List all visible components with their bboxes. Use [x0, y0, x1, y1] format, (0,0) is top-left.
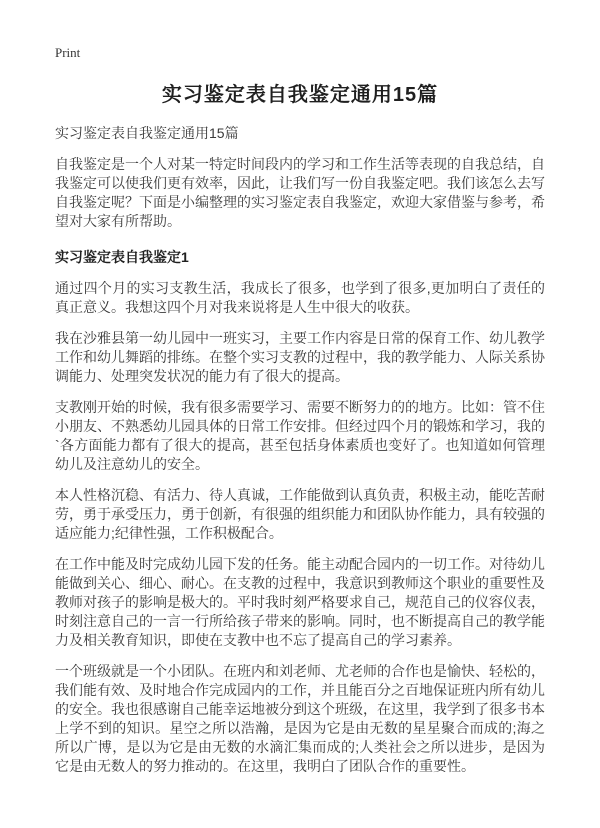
- paragraph-2: 我在沙雅县第一幼儿园中一班实习，主要工作内容是日常的保育工作、幼儿教学工作和幼儿舞蹈的排练。在整个实习支教的过程中，我的教学能力、人际关系协调能力、处理突发状况的能力有了很大的提高。: [55, 330, 545, 384]
- article-subtitle: 实习鉴定表自我鉴定通用15篇: [55, 125, 239, 141]
- paragraph-3: 支教刚开始的时候，我有很多需要学习、需要不断努力的的地方。比如：管不住小朋友、不熟悉幼儿园具体的日常工作安排。但经过四个月的锻炼和学习，我的`各方面能力都有了很大的提高，甚至包括身体素质也变好了。也知道如何管理幼儿及注意幼儿的安全。: [55, 399, 545, 472]
- paragraph-5: 在工作中能及时完成幼儿园下发的任务。能主动配合园内的一切工作。对待幼儿能做到关心、细心、耐心。在支教的过程中，我意识到教师这个职业的重要性及教师对孩子的影响是极大的。平时我时刻严格要求自己，规范自己的仪容仪表，时刻注意自己的一言一行所给孩子带来的影响。同时，也不断提高自己的教学能力及相关教育知识，即使在支教中也不忘了提高自己的学习素养。: [55, 556, 545, 648]
- paragraph-4: 本人性格沉稳、有活力、待人真诚，工作能做到认真负责，积极主动，能吃苦耐劳，勇于承受压力，勇于创新，有很强的组织能力和团队协作能力，具有较强的适应能力;纪律性强，工作积极配合。: [55, 487, 545, 541]
- intro-paragraph: 自我鉴定是一个人对某一特定时间段内的学习和工作生活等表现的自我总结，自我鉴定可以使我们更有效率，因此，让我们写一份自我鉴定吧。我们该怎么去写自我鉴定呢？下面是小编整理的实习鉴定表自我鉴定，欢迎大家借鉴与参考，希望对大家有所帮助。: [55, 156, 545, 229]
- print-link[interactable]: Print: [55, 45, 81, 60]
- paragraph-1: 通过四个月的实习支教生活，我成长了很多，也学到了很多,更加明白了责任的真正意义。我想这四个月对我来说将是人生中很大的收获。: [55, 280, 545, 315]
- section-heading: 实习鉴定表自我鉴定1: [55, 249, 189, 265]
- page-title: 实习鉴定表自我鉴定通用15篇: [161, 84, 439, 106]
- paragraph-6: 一个班级就是一个小团队。在班内和刘老师、尤老师的合作也是愉快、轻松的，我们能有效、及时地合作完成园内的工作，并且能百分之百地保证班内所有幼儿的安全。我也很感谢自己能幸运地被分到这个班级，在这里，我学到了很多书本上学不到的知识。星空之所以浩瀚，是因为它是由无数的星星聚合而成的;海之所以广博，是以为它是由无数的水滴汇集而成的;人类社会之所以进步，是因为它是由无数人的努力推动的。在这里，我明白了团队合作的重要性。: [55, 663, 545, 774]
